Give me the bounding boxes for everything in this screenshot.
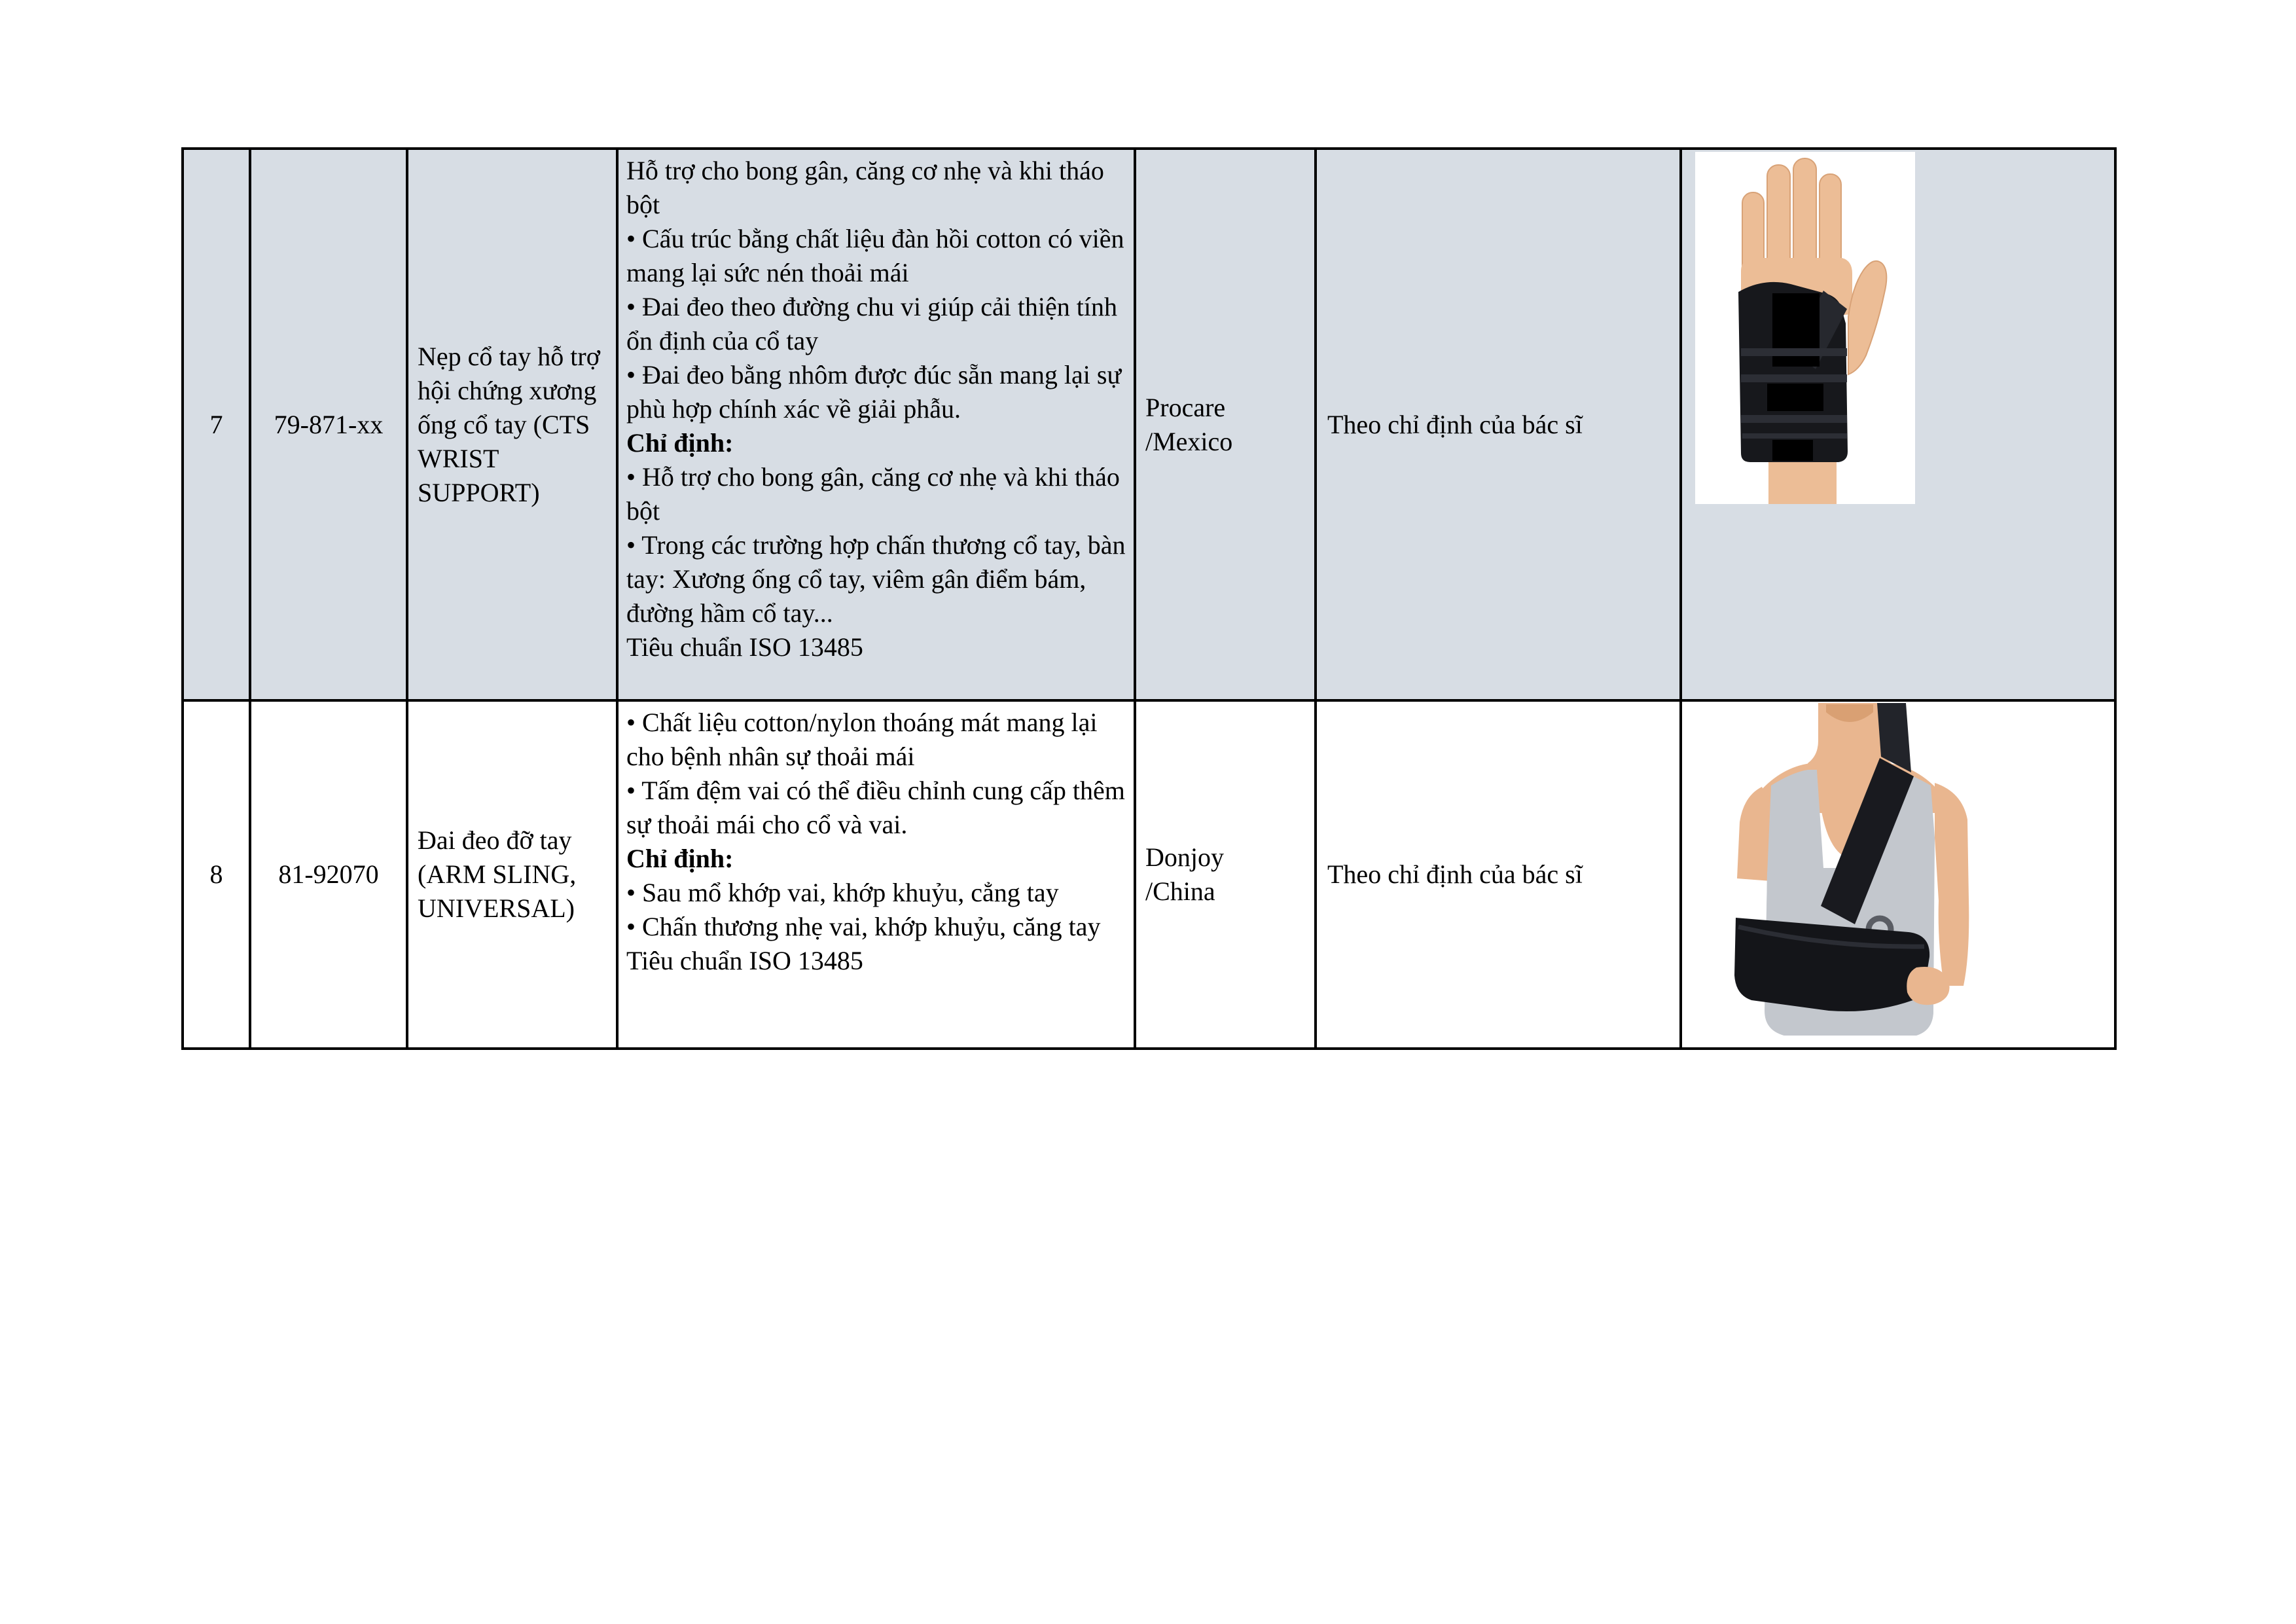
description-line: • Chất liệu cotton/nylon thoáng mát mang lại cho bệnh nhân sự thoải mái [626,708,1098,771]
product-name: Đai đeo đỡ tay (ARM SLING, UNIVERSAL) [418,825,577,923]
table-row-8 [183,700,2115,1049]
product-code-cell [250,149,407,700]
stt-cell [183,149,250,700]
table-row-7 [183,149,2115,700]
forearm-skin [1768,462,1837,504]
description-cell [617,700,1135,1049]
product-name: Nẹp cổ tay hỗ trợ hội chứng xương ống cổ tay (CTS WRIST SUPPORT) [418,341,600,507]
product-catalog-table [181,147,2117,1050]
product-code-cell [250,700,407,1049]
description-text [626,706,1127,978]
indication-cell [1316,149,1681,700]
stt-cell [183,700,250,1049]
wrist-support-photo [1695,152,1915,504]
wrist-support-illustration [1695,152,1915,504]
description-cell [617,149,1135,700]
manufacturer-cell [1135,149,1316,700]
brace-velcro-low [1772,440,1813,461]
product-code: 79-871-xx [274,409,384,439]
manufacturer-cell [1135,700,1316,1049]
description-heading: Chỉ định: [626,844,734,873]
stt-value: 7 [209,409,223,439]
indication-text: Theo chỉ định của bác sĩ [1327,409,1583,439]
arm-sling-photo [1686,703,2013,1043]
manufacturer-name: Procare [1145,392,1226,422]
description-line: • Hỗ trợ cho bong gân, căng cơ nhẹ và khi tháo bột [626,462,1120,526]
product-name-cell [407,700,617,1049]
manufacturer-country: /Mexico [1145,426,1233,456]
manufacturer-country: /China [1145,876,1215,906]
description-line: • Trong các trường hợp chấn thương cổ tay, bàn tay: Xương ống cổ tay, viêm gân điểm bám, đường hầm cổ tay... [626,530,1126,628]
description-line: Hỗ trợ cho bong gân, căng cơ nhẹ và khi tháo bột [626,156,1104,219]
indication-text: Theo chỉ định của bác sĩ [1327,859,1583,889]
indication-cell [1316,700,1681,1049]
product-code: 81-92070 [278,859,379,889]
description-line: Tiêu chuẩn ISO 13485 [626,632,863,662]
stt-value: 8 [209,859,223,889]
manufacturer-name: Donjoy [1145,842,1224,872]
description-line: • Tấm đệm vai có thể điều chỉnh cung cấp thêm sự thoải mái cho cổ và vai. [626,776,1125,839]
description-line: • Đai đeo theo đường chu vi giúp cải thiện tính ổn định của cổ tay [626,292,1118,355]
description-line: • Sau mổ khớp vai, khớp khuỷu, cẳng tay [626,878,1059,907]
description-line: • Đai đeo bằng nhôm được đúc sẵn mang lại sự phù hợp chính xác về giải phẫu. [626,360,1122,424]
arm-sling-illustration [1686,703,2013,1043]
product-image-cell [1681,700,2115,1049]
product-image-cell [1681,149,2115,700]
description-heading: Chỉ định: [626,428,734,458]
product-name-cell [407,149,617,700]
description-line: • Cấu trúc bằng chất liệu đàn hồi cotton có viền mang lại sức nén thoải mái [626,224,1124,287]
brace-velcro-mid [1767,384,1823,411]
description-text [626,154,1127,664]
description-line: Tiêu chuẩn ISO 13485 [626,946,863,975]
description-line: • Chấn thương nhẹ vai, khớp khuỷu, căng tay [626,912,1101,941]
